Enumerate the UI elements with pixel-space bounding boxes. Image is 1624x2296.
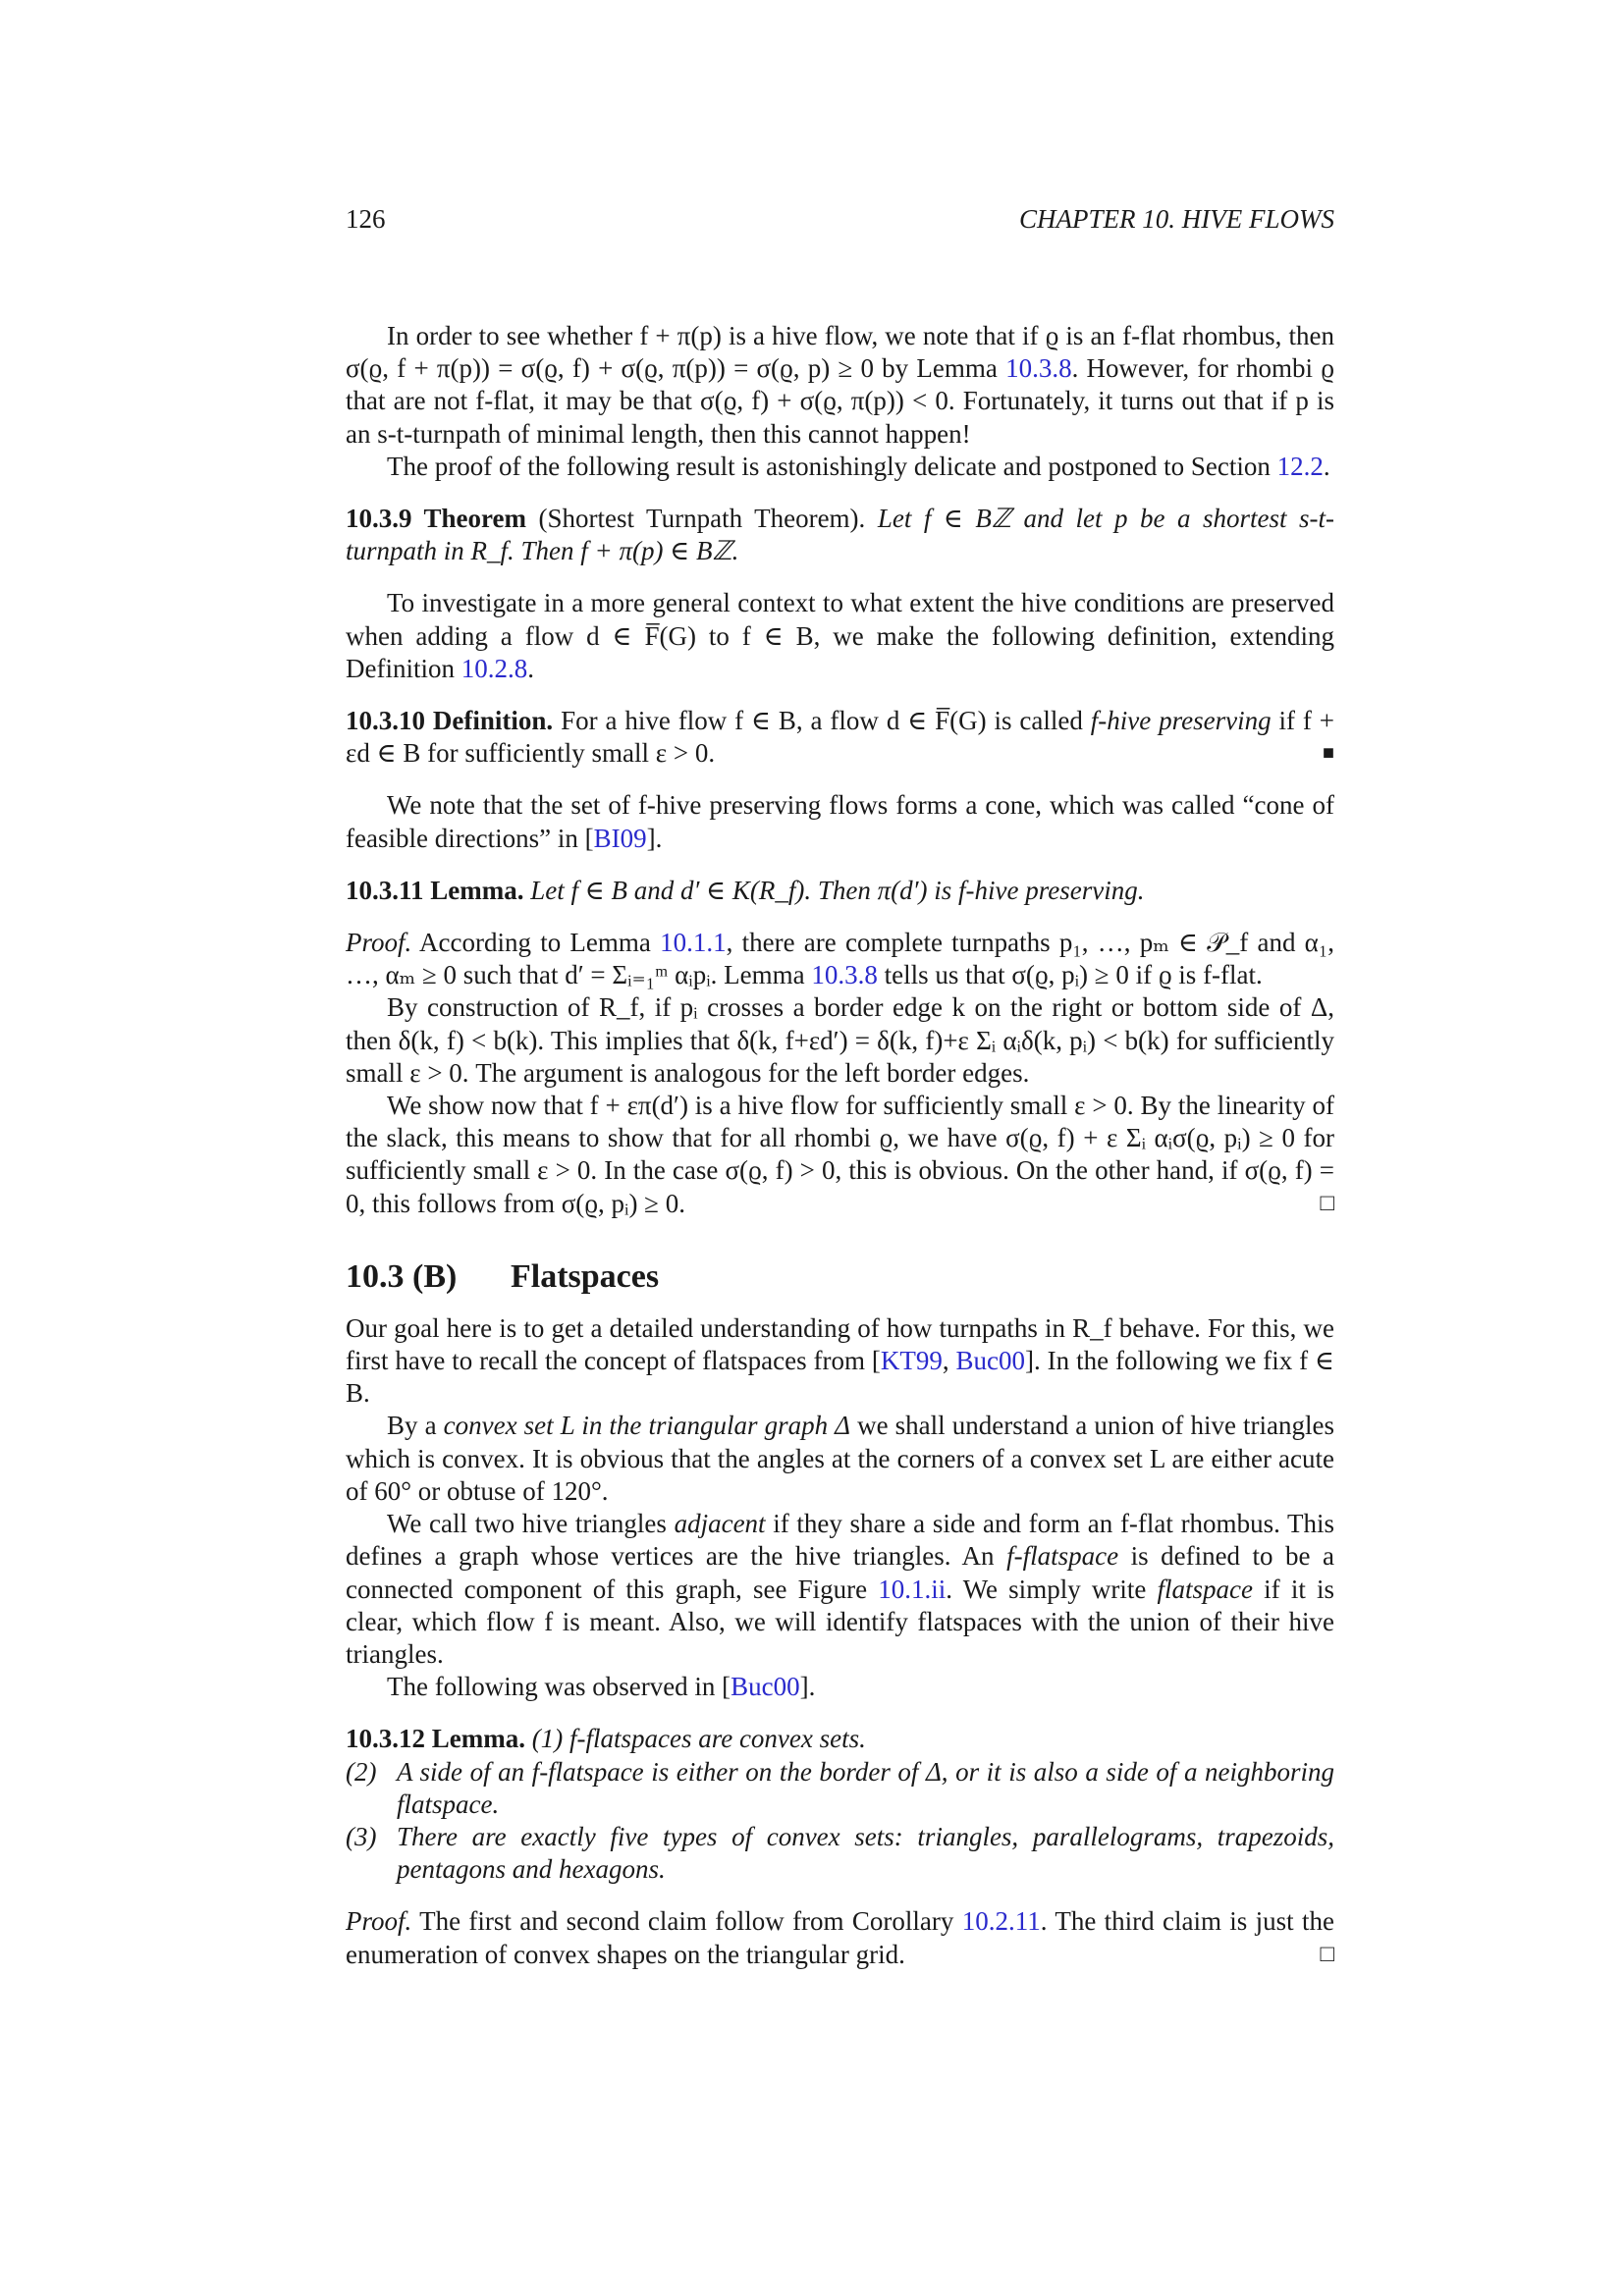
ref-figure-10-1-ii[interactable]: 10.1.ii (878, 1574, 947, 1604)
text: if they share a side and form an f-flat rhombus. This defines a graph whose vertices are the hive triangles. An (346, 1509, 1335, 1572)
proof-label: Proof. (346, 928, 412, 958)
qed-mark: □ (1320, 1190, 1334, 1216)
text: rhombus, then σ(ϱ, f + π(p)) = σ(ϱ, f) + σ(ϱ, π(p)) = σ(ϱ, p) ≥ 0 by Lemma (346, 321, 1334, 384)
lemma-label: 10.3.11 Lemma. (346, 875, 524, 905)
section-heading (346, 1255, 1334, 1299)
chapter-title: CHAPTER 10. HIVE FLOWS (1019, 204, 1334, 234)
item-label: (2) (346, 1756, 377, 1787)
theorem-label: 10.3.9 Theorem (346, 504, 527, 534)
paragraph (346, 451, 1334, 483)
proof-paragraph (346, 1905, 1334, 1970)
page-number: 126 (346, 204, 386, 234)
ref-KT99[interactable]: KT99 (880, 1346, 943, 1376)
item-text: There are exactly five types of convex sets: triangles, parallelograms, trapezoids, pentagons and hexagons. (397, 1821, 1334, 1885)
text: ]. (646, 823, 663, 853)
paragraph (346, 587, 1334, 685)
item-label: (1) (531, 1724, 564, 1754)
paragraph (346, 320, 1334, 451)
text: , (942, 1346, 956, 1376)
text: . (527, 653, 534, 683)
defined-term: convex set L in the triangular graph Δ (443, 1411, 851, 1441)
text: By a (387, 1411, 437, 1441)
paragraph (346, 1508, 1334, 1671)
lemma-10-3-12 (346, 1723, 1334, 1755)
defined-term: flatspace (1157, 1574, 1253, 1604)
definition-label: 10.3.10 Definition. (346, 706, 554, 736)
text: The following was observed in [ (387, 1672, 731, 1702)
paragraph (346, 789, 1334, 854)
defined-term: adjacent (674, 1509, 766, 1539)
ref-lemma-10-3-8[interactable]: 10.3.8 (811, 960, 878, 990)
text: . The third claim is just the enumeration of convex shapes on the triangular grid. (346, 1906, 1334, 1969)
proof-paragraph: By construction of R_f, if pᵢ crosses a border edge k on the right or bottom side of Δ, then δ(k, f) < b(k). This implies that δ(k, f+εd′) = δ(k, f)+ε Σᵢ αᵢδ(k, pᵢ) < b(k) for sufficiently small ε > 0. The argument is analogous for the left border edges. (346, 992, 1334, 1088)
main-text (346, 320, 1334, 1971)
ref-corollary-10-2-11[interactable]: 10.2.11 (961, 1906, 1041, 1937)
defined-term: f-flatspace (1006, 1541, 1119, 1572)
item-text: A side of an f-flatspace is either on the border of Δ, or it is also a side of a neighboring flatspace. (397, 1756, 1334, 1819)
section-number: 10.3 (B) (346, 1257, 458, 1295)
proof-label: Proof. (346, 1906, 412, 1937)
text: To investigate in a more general context to what extent the hive conditions are preserved when adding a flow d ∈ F̅(G) to f ∈ B, we make the following definition, extending Definition (346, 588, 1334, 683)
text: Our goal here is to get a detailed understanding of how turnpaths in R_f behave. For this, we first have to recall the concept of flatspaces from [ (346, 1312, 1334, 1376)
lemma-statement: Let f ∈ B and d′ ∈ K(R_f). Then π(d′) is f-hive preserving. (530, 875, 1145, 905)
proof-paragraph (346, 1090, 1334, 1220)
definition-10-3-10 (346, 705, 1334, 770)
text: We call two hive triangles (387, 1509, 667, 1539)
item-label: (3) (346, 1821, 377, 1851)
ref-BI09[interactable]: BI09 (593, 823, 647, 853)
section-title: Flatspaces (511, 1257, 660, 1295)
text: In order to see whether f + π(p) is a hive flow, we note that if ϱ is an f-flat (387, 321, 1176, 350)
text: The first and second claim follow from Corollary (419, 1906, 954, 1937)
lemma-10-3-11 (346, 875, 1334, 907)
text: we shall understand a union of hive triangles which is convex. It is obvious that the angles at the corners of a convex set L are either acute of 60° or obtuse of 120°. (346, 1411, 1334, 1506)
text: . (1323, 451, 1330, 481)
text: ]. (799, 1672, 816, 1702)
paragraph (346, 1671, 1334, 1703)
paragraph (346, 1312, 1334, 1411)
text: is defined to be a connected component of this graph, see Figure (346, 1541, 1335, 1604)
text: According to Lemma (419, 928, 651, 958)
text: tells us that σ(ϱ, pᵢ) ≥ 0 if ϱ is f-flat. (884, 960, 1263, 990)
theorem-10-3-9 (346, 503, 1334, 567)
text: For a hive flow f ∈ B, a flow d ∈ F̅(G) is called (561, 706, 1083, 736)
text: We note that the set of f-hive preserving flows forms a cone, which was called “cone of feasible directions” in [ (346, 790, 1334, 853)
ref-lemma-10-3-8[interactable]: 10.3.8 (1005, 353, 1072, 384)
text: . However, for rhombi ϱ that are not f-flat, it may be that σ(ϱ, f) + σ(ϱ, π(p)) < 0. Fortunately, it turns out that if p is an s-t-turnpath of minimal length, then this cannot happen! (346, 353, 1335, 449)
lemma-item: f-flatspaces are convex sets. (568, 1724, 866, 1754)
ref-Buc00[interactable]: Buc00 (955, 1346, 1026, 1376)
end-of-definition-mark: ■ (1322, 742, 1334, 765)
text: The proof of the following result is astonishingly delicate and postponed to Section (387, 451, 1271, 481)
text: if f + εd ∈ B for sufficiently small ε > 0. (346, 706, 1335, 769)
proof-paragraph (346, 927, 1334, 991)
lemma-label: 10.3.12 Lemma. (346, 1724, 525, 1754)
lemma-item (346, 1756, 1334, 1821)
theorem-statement: Let f ∈ Bℤ and let p be a shortest s-t-turnpath in R_f. Then f + π(p) ∈ Bℤ. (346, 504, 1335, 566)
text: . We simply write (946, 1574, 1147, 1604)
qed-mark: □ (1320, 1941, 1334, 1967)
defined-term: f-hive preserving (1090, 706, 1272, 736)
text: We show now that f + επ(d′) is a hive flow for sufficiently small ε > 0. By the linearity of the slack, this means to show that for all rhombi ϱ, we have σ(ϱ, f) + ε Σᵢ αᵢσ(ϱ, pᵢ) ≥ 0 for sufficiently small ε > 0. In the case σ(ϱ, f) > 0, this is obvious. On the other hand, if σ(ϱ, f) = 0, this follows from σ(ϱ, pᵢ) ≥ 0. (346, 1091, 1334, 1218)
text: ]. In the following we fix f ∈ B. (346, 1346, 1335, 1409)
ref-section-12-2[interactable]: 12.2 (1276, 451, 1324, 481)
text: , there are complete turnpaths p₁, …, pₘ ∈ 𝒫_f and α₁, …, αₘ ≥ 0 such that d′ = Σᵢ₌₁ᵐ αᵢpᵢ. Lemma (346, 928, 1334, 990)
ref-definition-10-2-8[interactable]: 10.2.8 (460, 653, 528, 683)
paragraph (346, 1410, 1334, 1508)
theorem-name: (Shortest Turnpath Theorem). (538, 504, 866, 534)
text: if it is clear, which flow f is meant. Also, we will identify flatspaces with the union of their hive triangles. (346, 1574, 1335, 1669)
ref-Buc00[interactable]: Buc00 (731, 1672, 800, 1702)
lemma-item (346, 1821, 1334, 1886)
running-header (346, 204, 1334, 240)
ref-lemma-10-1-1[interactable]: 10.1.1 (660, 928, 727, 958)
